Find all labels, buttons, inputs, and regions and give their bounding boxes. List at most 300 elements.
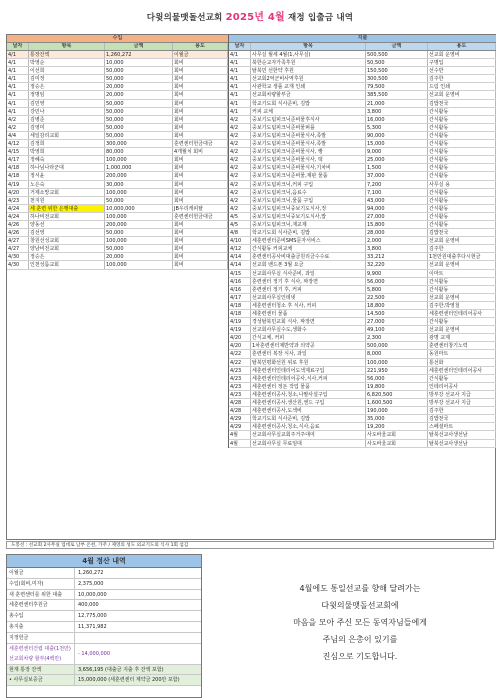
expense-cell: 4/2 — [229, 116, 251, 123]
expense-cell: 선교회 운영비 — [428, 51, 496, 58]
expense-cell: 500,000 — [366, 342, 428, 349]
expense-cell: 19,200 — [366, 423, 428, 430]
income-col-header: 금액 — [105, 43, 173, 50]
summary-value — [75, 633, 78, 643]
summary-rows — [7, 568, 201, 644]
expense-cell: 세훈련센터인테리어공사,식사,커피 — [251, 375, 366, 382]
expense-cell: 4/14 — [229, 253, 251, 260]
settlement-summary — [6, 554, 202, 698]
expense-cell: 2,300 — [366, 334, 428, 341]
expense-cell: 구명입 — [428, 59, 496, 66]
message-line: 주님의 은총이 있기를 — [322, 635, 398, 644]
income-cell: 80,000 — [105, 148, 173, 155]
expense-cell: 간식활동 — [428, 189, 496, 196]
income-cell: 김민영 — [29, 100, 105, 107]
expense-row — [229, 326, 496, 334]
expense-cell: 학교기도회 식사준비, 김밥 — [251, 229, 366, 236]
income-cell: 4/2 — [7, 124, 29, 131]
expense-cell: 49,100 — [366, 326, 428, 333]
income-cell: 4/1 — [7, 75, 29, 82]
expense-cell: 16,000 — [366, 116, 428, 123]
income-row — [7, 237, 228, 245]
income-cell: 4/2 — [7, 116, 29, 123]
expense-cell: 4/1 — [229, 75, 251, 82]
expense-cell: 4/2 — [229, 181, 251, 188]
expense-cell: 4/2 — [229, 156, 251, 163]
income-cell: 4/27 — [7, 245, 29, 252]
service-note: 도봉선 : 선교회 2사무실 업데로 남부 온천, 가주 / 제영의 성도 외교기도외 식사 1회 섬김 — [6, 541, 494, 549]
expense-row — [229, 100, 496, 108]
income-cell: 50,000 — [105, 108, 173, 115]
income-cell: 양남비전교회 — [29, 245, 105, 252]
expense-cell: 3,800 — [366, 245, 428, 252]
income-row — [7, 124, 228, 132]
income-cell: 20,000 — [105, 83, 173, 90]
expense-cell: 스페셜마트 — [428, 423, 496, 430]
expense-row — [229, 415, 496, 423]
income-row — [7, 148, 228, 156]
income-row — [7, 181, 228, 189]
income-cell: 4/4 — [7, 132, 29, 139]
expense-cell: 간식활동 — [428, 156, 496, 163]
expense-cell: 3,800 — [366, 108, 428, 115]
expense-cell: 선교회차량할부금 — [251, 91, 366, 98]
income-cell: 200,000 — [105, 172, 173, 179]
expense-row — [229, 261, 496, 269]
income-cell: 통장잔액 — [29, 51, 105, 58]
income-cell: 100,000 — [105, 261, 173, 268]
summary-label: 수입(회비,미자) — [7, 579, 75, 589]
message-line: 4월에도 통일선교를 향해 달려가는 — [299, 584, 421, 593]
summary-loan-value: - 14,000,000 — [78, 650, 111, 657]
expense-cell: 4/1 — [229, 100, 251, 107]
income-cell: 4/26 — [7, 221, 29, 228]
income-cell: 회비 — [173, 83, 228, 90]
summary-value: 10,000,000 — [78, 591, 107, 598]
expense-cell: 4/8 — [229, 229, 251, 236]
income-cell: 회비 — [173, 91, 228, 98]
expense-cell: 중보기도팀피크닉준비물후식사 — [251, 116, 366, 123]
income-row — [7, 261, 228, 269]
summary-row — [7, 633, 201, 644]
expense-cell: 인테리어공사 — [428, 383, 496, 390]
income-cell: 회비 — [173, 116, 228, 123]
income-cell: 4/23 — [7, 197, 29, 204]
summary-loan-label-2: 선교회차량 할부(4백만) — [9, 655, 62, 662]
title-prefix: 다윗의물맷돌선교회 — [146, 13, 223, 23]
expense-cell: 학교기도회 식사준비, 김밥 — [251, 415, 366, 422]
income-panel — [7, 35, 228, 270]
income-cell: 정혜숙 — [29, 156, 105, 163]
expense-cell: 간식활동 커피교체 — [251, 245, 366, 252]
expense-row — [229, 383, 496, 391]
expense-cell: 간식활동 — [428, 164, 496, 171]
expense-cell: 선교회사무실수도,생화수 — [251, 326, 366, 333]
expense-cell: 190,000 — [366, 407, 428, 414]
expense-row — [229, 431, 496, 439]
expense-cell: 4/1 — [229, 91, 251, 98]
title-suffix: 재정 입출금 내역 — [288, 13, 354, 23]
summary-label: 이월금 — [7, 568, 75, 578]
expense-cell: 중보기도팀피크닉,음료수 — [251, 189, 366, 196]
expense-cell: 15,800 — [366, 221, 428, 228]
income-cell: 훈련센터헌금대금 — [173, 140, 228, 147]
expense-cell: 선교회사무실 식사준비, 과일 — [251, 270, 366, 277]
expense-row — [229, 124, 496, 132]
expense-cell: 중보기도팀피크닉준비물식사,족발 — [251, 132, 366, 139]
expense-cell: 간식활동 — [428, 172, 496, 179]
income-row — [7, 156, 228, 164]
expense-row — [229, 286, 496, 294]
income-cell: 4/18 — [7, 164, 29, 171]
expense-cell: 56,000 — [366, 375, 428, 382]
expense-cell: 50,500 — [366, 59, 428, 66]
expense-cell: 4/2 — [229, 132, 251, 139]
expense-cell: 150,500 — [366, 67, 428, 74]
income-cell: 회비 — [173, 253, 228, 260]
expense-cell: 김주한 — [428, 407, 496, 414]
expense-cell: 4/18 — [229, 302, 251, 309]
income-row — [7, 213, 228, 221]
income-cell: 50,000 — [105, 116, 173, 123]
income-cell: 하나비전교회 — [29, 213, 105, 220]
income-cell: 회비 — [173, 237, 228, 244]
expense-cell: 4/19 — [229, 318, 251, 325]
income-cell: 인천성룸교회 — [29, 261, 105, 268]
income-cell: 200,000 — [105, 221, 173, 228]
summary-value: 2,375,000 — [78, 580, 104, 587]
income-cell: 20,000 — [105, 91, 173, 98]
expense-cell: 385,500 — [366, 91, 428, 98]
expense-cell: 2,000 — [366, 237, 428, 244]
expense-cell: 4/1 — [229, 108, 251, 115]
expense-cell: 광명 교제 — [428, 334, 496, 341]
expense-cell: 간식활동 — [428, 108, 496, 115]
income-cell: 4/20 — [7, 189, 29, 196]
expense-cell: 세훈련센터준비SMS문자서비스 — [251, 237, 366, 244]
income-row — [7, 132, 228, 140]
income-cell: 50,000 — [105, 197, 173, 204]
expense-cell: 4/28 — [229, 399, 251, 406]
expense-cell: 19,800 — [366, 383, 428, 390]
income-cell: 세일감리교회 — [29, 132, 105, 139]
expense-cell: 4/16 — [229, 278, 251, 285]
ledger-sheet — [6, 34, 496, 540]
income-row — [7, 67, 228, 75]
expense-cell: 김밥천국 — [428, 415, 496, 422]
expense-cell: 간식활동 — [428, 221, 496, 228]
expense-cell: 세훈련센터 정돈 작업 물품 — [251, 383, 366, 390]
expense-cell: 4/2 — [229, 172, 251, 179]
expense-col-header: 날자 — [229, 43, 251, 50]
expense-row — [229, 407, 496, 415]
expense-cell: 4/20 — [229, 342, 251, 349]
expense-cell: 선교회사무실 무료임대 — [251, 440, 366, 447]
income-cell: 4/18 — [7, 172, 29, 179]
income-row — [7, 253, 228, 261]
income-cell: 4/19 — [7, 181, 29, 188]
income-cell: 훈련센터헌금대금 — [173, 213, 228, 220]
summary-row — [7, 568, 201, 579]
expense-row — [229, 140, 496, 148]
expense-cell: 훈련센터창기노력 — [428, 342, 496, 349]
expense-cell: 37,000 — [366, 172, 428, 179]
income-row — [7, 116, 228, 124]
expense-cell: 세훈련센터공사,청소,나팔사설구입 — [251, 391, 366, 398]
expense-cell: 간식활동 — [428, 205, 496, 212]
expense-cell: 방부강 선교사 지급 — [428, 399, 496, 406]
expense-cell: 선교회 운영비 — [428, 237, 496, 244]
expense-cell: 4/14 — [229, 261, 251, 268]
expense-cell: 세훈련센터공사,청소,식사,음료 — [251, 423, 366, 430]
income-cell: 4/27 — [7, 237, 29, 244]
expense-cell: 27,000 — [366, 318, 428, 325]
income-cell: 창원선성교회 — [29, 237, 105, 244]
income-cell: 4/1 — [7, 108, 29, 115]
expense-cell: 세훈련센터인테리어도색제료구입 — [251, 367, 366, 374]
income-cell: 4/1 — [7, 100, 29, 107]
expense-panel — [228, 35, 496, 448]
income-cell: 4/1 — [7, 67, 29, 74]
expense-cell: 1,500 — [366, 164, 428, 171]
income-cell: 회비 — [173, 164, 228, 171]
income-cell: 회비 — [173, 67, 228, 74]
income-cell: 거제소망교회 — [29, 189, 105, 196]
expense-row — [229, 83, 496, 91]
expense-cell: 4/23 — [229, 375, 251, 382]
expense-cell: 선교회 운영비 — [428, 261, 496, 268]
expense-cell: 드림 인쇄 — [428, 83, 496, 90]
expense-cell: 43,000 — [366, 197, 428, 204]
expense-cell: 4/2 — [229, 140, 251, 147]
expense-cell: 4/18 — [229, 310, 251, 317]
expense-col-header: 용도 — [428, 43, 496, 50]
expense-cell: 90,000 — [366, 132, 428, 139]
income-cell: 회비 — [173, 221, 228, 228]
expense-cell: 중보기도팀피크닉준비물식사,족발 — [251, 140, 366, 147]
income-cell: 4/24 — [7, 205, 29, 212]
expense-cell: 4/16 — [229, 286, 251, 293]
expense-cell: 간식활동 — [428, 213, 496, 220]
expense-cell: 커피 교체 — [251, 108, 366, 115]
expense-row — [229, 334, 496, 342]
expense-cell: 선교회사무실인테넷 — [251, 294, 366, 301]
expense-cell: 100,000 — [366, 359, 428, 366]
expense-cell: 북한순교자가족후원 — [251, 59, 366, 66]
income-cell: 회비 — [173, 197, 228, 204]
income-cell: 회비 — [173, 172, 228, 179]
income-cell: 김선영 — [29, 229, 105, 236]
expense-cell: 선교회사무실교회주거주대여 — [251, 431, 366, 438]
expense-cell: 간식활동 — [428, 116, 496, 123]
summary-loan-labels — [7, 644, 75, 664]
expense-cell: 4/19 — [229, 326, 251, 333]
expense-cell: 300,500 — [366, 75, 428, 82]
expense-row — [229, 278, 496, 286]
expense-cell: 9,000 — [366, 148, 428, 155]
summary-value: 400,000 — [78, 602, 99, 609]
expense-cell: 6,820,500 — [366, 391, 428, 398]
expense-cell: 4월 — [229, 431, 251, 438]
income-cell: 100,000 — [105, 189, 173, 196]
summary-row — [7, 579, 201, 590]
expense-cell: 4/28 — [229, 407, 251, 414]
expense-cell: 세훈련센터공사,생산원,앤드 구입 — [251, 399, 366, 406]
income-cell: 4/26 — [7, 229, 29, 236]
message-line: 마음을 모아 주신 모든 동역자님들에게 — [293, 618, 427, 627]
expense-cell: 중보기도팀피크닉준비물,제판 물품 — [251, 172, 366, 179]
expense-cell: 간식활동 — [428, 318, 496, 325]
expense-cell: 방부강 선교사 지급 — [428, 391, 496, 398]
thanks-message — [240, 580, 480, 665]
expense-row — [229, 189, 496, 197]
income-cell: 4/1 — [7, 91, 29, 98]
summary-value: 1,260,272 — [78, 570, 104, 576]
income-cell: 10,000 — [105, 59, 173, 66]
income-cell: 강민나 — [29, 108, 105, 115]
income-row — [7, 229, 228, 237]
expense-row — [229, 359, 496, 367]
income-cell: 4/17 — [7, 156, 29, 163]
summary-row — [7, 590, 201, 601]
income-cell: 50,000 — [105, 245, 173, 252]
income-cell: 회비 — [173, 108, 228, 115]
expense-row — [229, 423, 496, 431]
expense-cell: 4/10 — [229, 237, 251, 244]
income-cell: 회비 — [173, 261, 228, 268]
income-cell: 4/30 — [7, 261, 29, 268]
summary-deposit-row — [7, 675, 201, 686]
income-cell: 50,000 — [105, 100, 173, 107]
expense-col-header: 항목 — [251, 43, 366, 50]
income-row — [7, 51, 228, 59]
income-cell: 4/1 — [7, 83, 29, 90]
income-cell: 회비 — [173, 245, 228, 252]
income-row — [7, 189, 228, 197]
income-cell: 노은숙 — [29, 181, 105, 188]
income-row — [7, 108, 228, 116]
summary-label: 새 훈련센터를 위한 대출 — [7, 590, 75, 600]
expense-cell: 4/2 — [229, 197, 251, 204]
income-cell: 회비 — [173, 229, 228, 236]
expense-cell: 5,300 — [366, 124, 428, 131]
income-row — [7, 100, 228, 108]
expense-cell: 56,000 — [366, 278, 428, 285]
expense-cell: 중보기도팀피크닉,물품 구입 — [251, 197, 366, 204]
expense-cell: 4/2 — [229, 164, 251, 171]
expense-row — [229, 51, 496, 59]
expense-row — [229, 294, 496, 302]
income-cell: 김영미 — [29, 124, 105, 131]
income-cell: 4/12 — [7, 140, 29, 147]
summary-deposit-label: • 사무실보증금 — [7, 675, 75, 685]
expense-cell: 4/22 — [229, 350, 251, 357]
income-row — [7, 221, 228, 229]
income-cell: 회비 — [173, 181, 228, 188]
income-row — [7, 245, 228, 253]
expense-cell: 사도바울교회 — [366, 440, 428, 447]
expense-cell: 사관학교 생플 교재 인쇄 — [251, 83, 366, 90]
summary-deposit-value: 15,000,000 (세훈련센터 계약금 200만 포함) — [78, 677, 180, 684]
expense-cell: 선수반 — [428, 67, 496, 74]
expense-cell: 4/17 — [229, 294, 251, 301]
income-col-header: 항목 — [29, 43, 105, 50]
expense-row — [229, 342, 496, 350]
income-col-header: 용도 — [173, 43, 228, 50]
expense-cell: 간식활동 — [428, 278, 496, 285]
income-cell: 50,000 — [105, 132, 173, 139]
expense-cell: 김주한 — [428, 75, 496, 82]
expense-cell: 4/20 — [229, 334, 251, 341]
expense-cell: 4/1 — [229, 67, 251, 74]
expense-cell: 4/29 — [229, 415, 251, 422]
summary-value: 12,775,000 — [78, 613, 107, 620]
expense-row — [229, 318, 496, 326]
expense-cell: 28,000 — [366, 229, 428, 236]
income-cell: 회비 — [173, 59, 228, 66]
income-cell: 양동선 — [29, 221, 105, 228]
expense-cell: 4/15 — [229, 270, 251, 277]
expense-cell: 통선화 — [428, 359, 496, 366]
expense-cell: 4/5 — [229, 213, 251, 220]
expense-cell: 간식교체, 커피 — [251, 334, 366, 341]
expense-header-row — [229, 42, 496, 51]
income-cell: 김병준 — [29, 116, 105, 123]
expense-cell: 선교회 운영비 — [428, 91, 496, 98]
expense-cell: 500,500 — [366, 51, 428, 58]
expense-row — [229, 253, 496, 261]
summary-row — [7, 622, 201, 633]
income-cell: 50,000 — [105, 124, 173, 131]
summary-row — [7, 611, 201, 622]
income-row — [7, 83, 228, 91]
expense-row — [229, 245, 496, 253]
income-cell: 회비 — [173, 75, 228, 82]
expense-row — [229, 350, 496, 358]
expense-row — [229, 197, 496, 205]
expense-cell: 4/22 — [229, 359, 251, 366]
expense-cell: 4/2 — [229, 148, 251, 155]
expense-cell: 중보기도팀피크닉준비물식사, 떡 — [251, 156, 366, 163]
income-section-label: 수입 — [7, 35, 228, 42]
expense-cell: 중보기도팀피크닉,커피 구입 — [251, 181, 366, 188]
summary-current-value: 3,656,195 (대출금 지출 후 잔액 포함) — [78, 666, 164, 673]
income-cell: 300,000 — [105, 140, 173, 147]
expense-row — [229, 310, 496, 318]
summary-current-label: 현재 통장 잔액 — [7, 665, 75, 675]
income-cell: 정승은 — [29, 83, 105, 90]
expense-row — [229, 148, 496, 156]
expense-row — [229, 399, 496, 407]
expense-row — [229, 367, 496, 375]
income-cell: 50,000 — [105, 67, 173, 74]
summary-label: 총지출 — [7, 622, 75, 632]
expense-cell: 32,220 — [366, 261, 428, 268]
income-cell: 김정희 — [29, 140, 105, 147]
expense-row — [229, 375, 496, 383]
expense-cell: 4/12 — [229, 245, 251, 252]
income-cell: 50,000 — [105, 75, 173, 82]
expense-cell: 9,900 — [366, 270, 428, 277]
title-highlight: 2025년 4월 — [225, 12, 285, 23]
income-cell: 회비 — [173, 124, 228, 131]
income-row — [7, 172, 228, 180]
income-cell: 박영희 — [29, 148, 105, 155]
income-cell: 4/1 — [7, 51, 29, 58]
income-cell: 하나님나라군대 — [29, 164, 105, 171]
expense-cell: 1천만원대출후다시현금 — [428, 253, 496, 260]
income-cell: 10,000,000 — [105, 205, 173, 212]
